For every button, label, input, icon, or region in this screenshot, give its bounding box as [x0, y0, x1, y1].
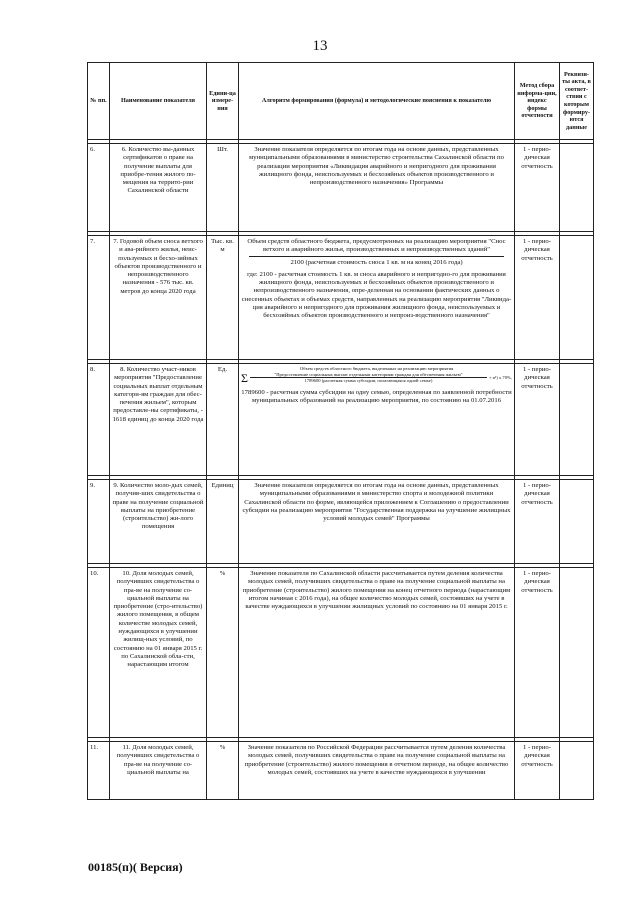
indicator-requisites: [560, 742, 594, 800]
indicator-algorithm: [239, 236, 515, 360]
indicator-requisites: [560, 236, 594, 360]
indicator-requisites: [560, 480, 594, 564]
formula-bottom: 1789600 (расчетная сумма субсидии, полагающаяся одной семье): [304, 378, 433, 384]
row-number: 6.: [88, 144, 110, 232]
row-number: 11.: [88, 742, 110, 800]
indicator-method: 1 - перио-дическая отчетность: [515, 480, 560, 564]
indicator-unit: %: [207, 568, 239, 738]
header-unit: Едини-ца измере-ния: [207, 63, 239, 140]
indicator-method: 1 - перио-дическая отчетность: [515, 742, 560, 800]
indicator-unit: Тыс. кв. м: [207, 236, 239, 360]
header-no: № пп.: [88, 63, 110, 140]
table-row: [88, 742, 594, 800]
formula: [241, 366, 512, 384]
indicator-requisites: [560, 568, 594, 738]
header-algorithm: Алгоритм формирования (формула) и методологические пояснения к показателю: [239, 63, 515, 140]
formula-tail: + n¹) х 70%,: [488, 374, 512, 380]
row-number: 9.: [88, 480, 110, 564]
indicator-method: 1 - перио-дическая отчетность: [515, 568, 560, 738]
row-number: 7.: [88, 236, 110, 360]
formula-explanation: 1789600 - расчетная сумма субсидии на одну семью, определенная по заявленной потребности муниципальных образований на реализацию мероприятия, по состоянию на 01.07.2016: [241, 388, 512, 405]
indicator-name: 10. Доля молодых семей, получивших свидетельства о пра-ве на получение со-циальной выплаты на приобретение (стро-ительство) жилого помещения, в общем количестве молодых семей, нуждающихся в улучшении жилищ-ных условий, по состоянию на 01 января 2015 г. по Сахалинской обла-сти, нарастающим итогом: [110, 568, 207, 738]
indicator-name: 7. Годовой объем сноса ветхого и ава-рийного жилья, неис-пользуемых и бесхо-зяйных объектов производственного и непроизводственного назначения - 576 тыс. кв. метров до конца 2020 года: [110, 236, 207, 360]
indicator-method: 1 - перио-дическая отчетность: [515, 236, 560, 360]
header-name: Наименование показателя: [110, 63, 207, 140]
indicator-requisites: [560, 364, 594, 476]
indicator-algorithm: Значение показателя по Сахалинской области рассчитывается путем деления количества молодых семей, получивших свидетельства о праве на получение социальной выплаты на приобретение (строительство) жилого помещения на конец отчетного периода (нарастающим итогом начиная с 2016 года), на общее количество молодых семей, состоявших на учете в качестве нуждающихся в улучшении жилищных условий по состоянию на 01 января 2015 г.: [239, 568, 515, 738]
indicator-algorithm: Значение показателя по Российской Федерации рассчитывается путем деления количества молодых семей, получивших свидетельства о праве на получение социальной выплаты на приобретение (строительство) жилого помещения в отчетном периоде, на общее количество молодых семей, состоявших на учете в качестве нуждающихся в улучшении: [239, 742, 515, 800]
page-number: 13: [312, 38, 328, 54]
formula-quote: "Предоставление социальных выплат отдельным категориям граждан для обеспечения жильем": [250, 372, 487, 379]
indicator-unit: Ед.: [207, 364, 239, 476]
header-requisites: Реквизи-ты акта, в соответ-ствии с которым формиру-ются данные: [560, 63, 594, 140]
formula-explanation: где: 2100 - расчетная стоимость 1 кв. м сноса аварийного и непригодно-го для проживания жилищного фонда, неиспользуемых и бесхозяйных объектов производственного и непроизводственного назначения, опре-деленная на основании фактических данных о снесенных объектах и объемах средств, направленных на реализацию мероприятия "Ликвида-ция аварийного и непригодного для проживания жилищного фонда, неиспользуемых и бесхозяйных объектов производственного и непроиз-водственного назначения": [241, 270, 512, 320]
indicator-name: 9. Количество моло-дых семей, получив-ших свидетельства о праве на получение социальной выплаты на приобретение (строительство) жи-лого помещения: [110, 480, 207, 564]
indicators-table: [87, 62, 594, 800]
indicator-unit: Шт.: [207, 144, 239, 232]
table-row: [88, 568, 594, 738]
indicator-unit: %: [207, 742, 239, 800]
row-number: 10.: [88, 568, 110, 738]
table-row: [88, 144, 594, 232]
indicator-algorithm: Значение показателя определяется по итогам года на основе данных, представленных муниципальными образованиями в министерство спорта и молодежной политики Сахалинской области по форме, являющейся приложением к Соглашению о предоставлении субсидии на реализацию мероприятия "Государственная поддержка на улучшение жилищных условий молодых семей" Программы: [239, 480, 515, 564]
indicator-method: 1 - перио-дическая отчетность: [515, 364, 560, 476]
formula-denominator: 2100 (расчетная стоимость сноса 1 кв. м на конец 2016 года): [290, 258, 463, 266]
indicator-requisites: [560, 144, 594, 232]
indicator-name: 11. Доля молодых семей, получивших свидетельства о пра-ве на получение со-циальной выплаты на: [110, 742, 207, 800]
document-version-footer: 00185(п)( Версия): [88, 860, 183, 874]
indicator-method: 1 - перио-дическая отчетность: [515, 144, 560, 232]
indicator-name: 8. Количество участ-ников мероприятия "Предоставление социальных выплат отдельным категори-ям граждан для обес-печения жильем", которым предоставле-ны сертификаты, - 1618 единиц до конца 2020 года: [110, 364, 207, 476]
indicator-name: 6. Количество вы-данных сертификатов о праве на получение выплаты для приобре-тения жилого по-мещения на террито-рии Сахалинской области: [110, 144, 207, 232]
formula-top: Объем средств областного бюджета, выделенных на реализацию мероприятия: [299, 366, 454, 371]
table-row: [88, 364, 594, 476]
indicator-algorithm: [239, 364, 515, 476]
formula-numerator: Объем средств областного бюджета, предусмотренных на реализацию мероприятия "Снос ветхого и аварийного жилья, производственных и непроизводственных зданий": [247, 238, 506, 254]
table-row: [88, 236, 594, 360]
indicator-unit: Единиц: [207, 480, 239, 564]
table-row: [88, 480, 594, 564]
row-number: 8.: [88, 364, 110, 476]
header-method: Метод сбора информа-ции, индекс формы отчетности: [515, 63, 560, 140]
formula-row: [241, 372, 512, 384]
indicator-algorithm: Значение показателя определяется по итогам года на основе данных, представленных муниципальными образованиями в министерство строительства Сахалинской области по реализации мероприятия «Ликвидация аварийного и непригодного для проживания жилищного фонда, неиспользуемых и бесхозяйных объектов производственного и непроизводственного назначения» Программы: [239, 144, 515, 232]
table-header-row: [88, 63, 594, 140]
sigma-symbol: Σ: [241, 370, 248, 385]
fraction-line: [249, 256, 504, 257]
formula-fraction: [250, 372, 487, 384]
